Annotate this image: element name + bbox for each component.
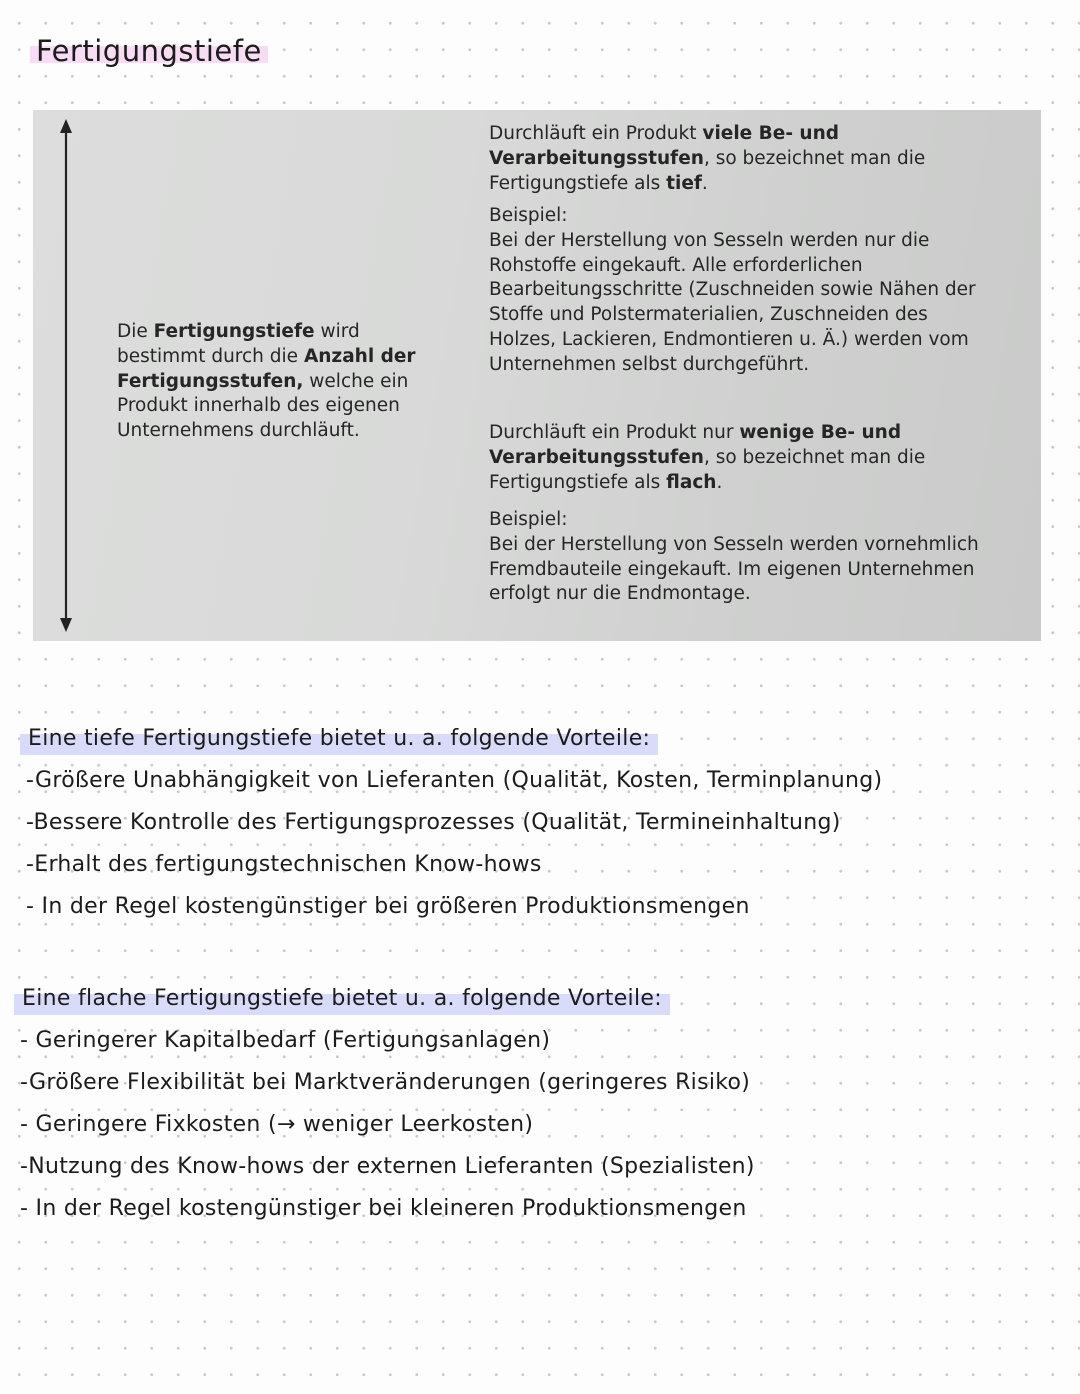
example-label: Beispiel: [489,205,568,226]
list-item: - Geringere Fixkosten (→ weniger Leerkosten) [20,1112,534,1137]
double-arrow-icon [53,118,79,633]
example-label: Beispiel: [489,509,568,530]
list-item: -Erhalt des fertigungstechnischen Know-hows [26,852,542,877]
notes-tief-heading: Eine tiefe Fertigungstiefe bietet u. a. folgende Vorteile: [20,718,658,760]
textbook-excerpt-photo [33,110,1041,641]
notes-tief-list [26,760,882,928]
list-item: - Geringerer Kapitalbedarf (Fertigungsanlagen) [20,1028,551,1053]
definition-text [117,320,437,444]
tief-desc-value: tief [666,172,702,194]
list-item: -Nutzung des Know-hows der externen Lieferanten (Spezialisten) [20,1154,755,1179]
definition-part: Die [117,321,154,342]
flach-desc-value: flach [666,471,717,493]
tief-example [489,204,989,378]
notes-tief-section [26,718,882,928]
tief-desc-part: Durchläuft ein Produkt [489,123,703,144]
list-item: -Bessere Kontrolle des Fertigungsprozesses (Qualität, Termineinhaltung) [26,810,841,835]
example-text: Bei der Herstellung von Sesseln werden vornehmlich Fremdbauteile eingekauft. Im eigenen Unternehmen erfolgt nur die Endmontage. [489,533,979,605]
notes-flach-section [20,978,755,1230]
list-item: -Größere Flexibilität bei Marktveränderungen (geringeres Risiko) [20,1070,751,1095]
page-title: Fertigungstiefe [30,34,268,68]
definition-part: welche ein Produkt innerhalb des eigenen Unternehmens durchläuft. [117,370,409,442]
definition-bold: Fertigungstiefe [153,321,315,342]
list-item: - In der Regel kostengünstiger bei größeren Produktionsmengen [26,894,750,919]
definition-part: wird bestimmt durch die [117,321,360,367]
tief-desc-part: , so bezeichnet man die Fertigungstiefe als [489,147,926,194]
flach-desc-end: . [716,471,723,493]
example-text: Bei der Herstellung von Sesseln werden nur die Rohstoffe eingekauft. Alle erforderlichen Bearbeitungsschritte (Zuschneiden sowie Nähen der Stoffe und Polstermaterialien, Zuschneiden des Holzes, Lackieren, Endmontieren u. Ä.) werden vom Unternehmen selbst durchgeführt. [489,229,976,375]
flach-desc-part: Durchläuft ein Produkt nur [489,422,740,443]
list-item: - In der Regel kostengünstiger bei kleineren Produktionsmengen [20,1196,747,1221]
definition-bold: Anzahl der Fertigungsstufen, [117,345,416,392]
notes-flach-list [20,1020,755,1230]
flach-desc-part: , so bezeichnet man die Fertigungstiefe als [489,446,926,493]
tief-desc-bold: viele Be- und Verarbeitungsstufen [489,123,840,169]
flach-description [489,421,989,495]
flach-desc-bold: wenige Be- und Verarbeitungsstufen [489,422,902,468]
flach-example [489,508,989,607]
tief-description [489,122,989,196]
notes-flach-heading: Eine flache Fertigungstiefe bietet u. a. folgende Vorteile: [14,978,670,1020]
tief-desc-end: . [701,172,708,194]
list-item: -Größere Unabhängigkeit von Lieferanten (Qualität, Kosten, Terminplanung) [26,768,883,793]
